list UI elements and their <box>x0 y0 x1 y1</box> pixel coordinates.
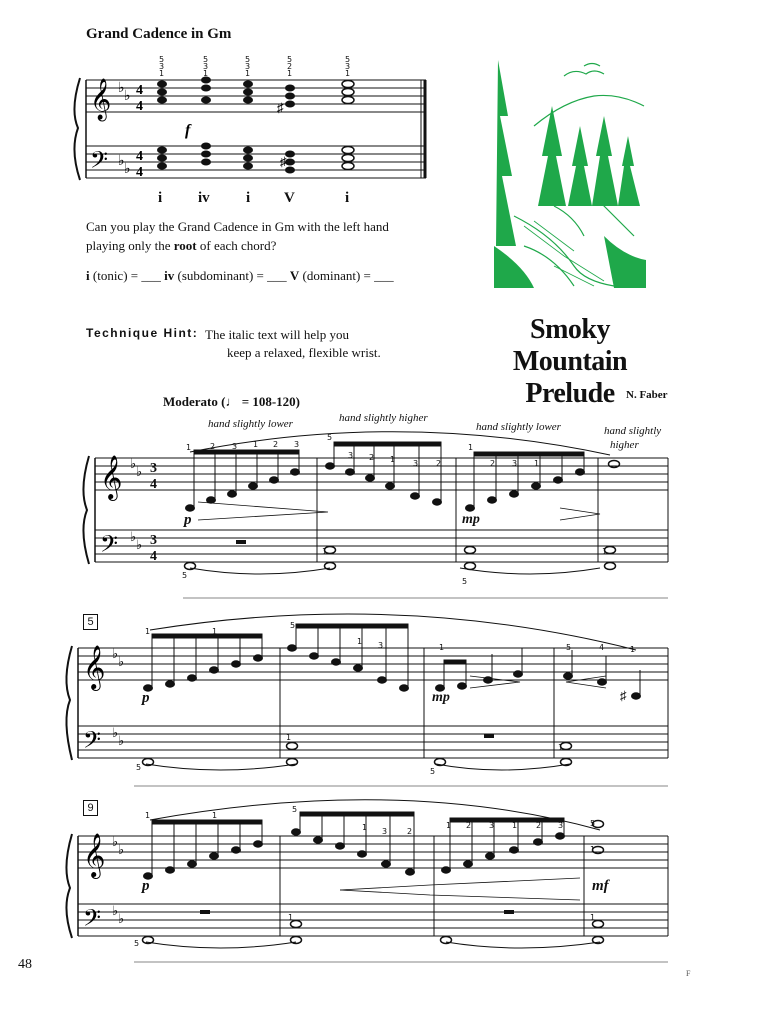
svg-text:1: 1 <box>345 69 351 78</box>
svg-text:3: 3 <box>232 442 238 451</box>
dynamic-piano: p <box>142 878 150 894</box>
dynamic-mezzo-piano: mp <box>432 690 450 705</box>
svg-text:♭: ♭ <box>112 903 119 918</box>
svg-text:1: 1 <box>287 69 293 78</box>
svg-text:3: 3 <box>348 451 354 460</box>
roman-numeral: i <box>158 190 163 206</box>
svg-text:1: 1 <box>203 69 209 78</box>
brace <box>66 646 72 760</box>
svg-text:1: 1 <box>357 637 363 646</box>
svg-text:3: 3 <box>345 62 351 71</box>
svg-text:1: 1 <box>558 743 564 752</box>
bass-clef-icon: 𝄢 <box>83 904 102 937</box>
svg-text:1: 1 <box>590 845 596 854</box>
dynamic-mezzo-piano: mp <box>462 512 480 527</box>
svg-text:5: 5 <box>566 643 572 652</box>
system-3-notes <box>144 812 565 879</box>
roman-numeral: V <box>284 190 295 206</box>
svg-text:1: 1 <box>512 821 518 830</box>
svg-text:5: 5 <box>136 763 142 772</box>
bass-clef-icon: 𝄢 <box>100 530 119 563</box>
treble-clef-icon: 𝄞 <box>83 645 106 689</box>
svg-text:1: 1 <box>390 455 396 464</box>
page-number: 48 <box>18 957 32 972</box>
svg-text:3: 3 <box>378 641 384 650</box>
svg-text:2: 2 <box>536 821 542 830</box>
svg-text:1: 1 <box>159 69 165 78</box>
roman-numeral: i <box>246 190 251 206</box>
svg-text:1: 1 <box>602 547 608 556</box>
bass-clef-icon: 𝄢 <box>83 726 102 759</box>
svg-text:1: 1 <box>362 823 368 832</box>
roman-numeral: i <box>345 190 350 206</box>
svg-text:5: 5 <box>290 621 296 630</box>
flat-icon: ♭ <box>124 89 131 104</box>
sharp-icon: ♯ <box>620 688 627 703</box>
question-text: Can you play the Grand Cadence in Gm with the left hand playing only the <box>86 219 389 253</box>
svg-text:1: 1 <box>288 913 294 922</box>
cadence-title: Grand Cadence in Gm <box>86 26 232 42</box>
svg-text:1: 1 <box>245 69 251 78</box>
footer-mark: F <box>686 969 691 978</box>
svg-text:1: 1 <box>145 811 151 820</box>
flat-icon: ♭ <box>118 154 125 169</box>
hand-hint: hand slightly higher <box>339 412 428 424</box>
brace <box>83 456 89 564</box>
technique-hint-label: Technique Hint: <box>86 326 199 340</box>
tonic-numeral: i <box>86 268 90 283</box>
svg-text:♭: ♭ <box>130 529 137 544</box>
svg-text:3: 3 <box>512 459 518 468</box>
prelude-fingering <box>134 433 635 948</box>
svg-text:3: 3 <box>294 440 300 449</box>
hand-hint: hand slightly <box>604 425 662 437</box>
svg-text:2: 2 <box>436 459 442 468</box>
svg-text:♭: ♭ <box>118 911 125 926</box>
dynamic-forte: f <box>185 122 191 139</box>
svg-text:3: 3 <box>150 533 157 548</box>
dynamic-mezzo-forte: mf <box>592 878 609 894</box>
svg-text:3: 3 <box>203 62 209 71</box>
bass-clef-icon: 𝄢 <box>90 146 109 179</box>
svg-text:5: 5 <box>182 571 188 580</box>
svg-text:1: 1 <box>212 627 218 636</box>
slur <box>150 614 636 650</box>
time-signature: 4 <box>136 99 143 114</box>
svg-text:1: 1 <box>145 627 151 636</box>
svg-text:♭: ♭ <box>118 842 125 857</box>
title-line: Smoky Mountain <box>512 314 628 377</box>
tonic-blank: (tonic) = ___ <box>89 268 165 283</box>
flat-icon: ♭ <box>118 81 125 96</box>
svg-text:♭: ♭ <box>112 725 119 740</box>
question-text-end: of each chord? <box>196 238 277 253</box>
svg-text:1: 1 <box>590 913 596 922</box>
svg-text:♭: ♭ <box>130 456 137 471</box>
hand-hint: hand slightly lower <box>476 421 561 433</box>
svg-text:♭: ♭ <box>118 654 125 669</box>
svg-text:2: 2 <box>466 821 472 830</box>
crescendo-hairpin <box>198 502 328 520</box>
svg-text:3: 3 <box>489 821 495 830</box>
dominant-blank: (dominant) = ___ <box>299 268 394 283</box>
composer: N. Faber <box>626 389 668 401</box>
system-2-notes <box>144 624 641 699</box>
time-signature: 4 <box>136 83 143 98</box>
svg-text:3: 3 <box>413 459 419 468</box>
decrescendo-hairpin <box>560 508 600 520</box>
hand-hint: hand slightly lower <box>208 418 293 430</box>
svg-text:1: 1 <box>446 821 452 830</box>
measure-number: 9 <box>83 800 98 816</box>
svg-text:5: 5 <box>430 767 436 776</box>
svg-text:4: 4 <box>150 477 157 492</box>
svg-text:♭: ♭ <box>118 733 125 748</box>
svg-text:♭: ♭ <box>112 646 119 661</box>
svg-text:5: 5 <box>327 433 333 442</box>
treble-clef-icon: 𝄞 <box>90 79 112 120</box>
treble-clef-icon: 𝄞 <box>100 455 123 499</box>
flat-icon: ♭ <box>124 162 131 177</box>
svg-text:1: 1 <box>212 811 218 820</box>
svg-text:5: 5 <box>590 819 596 828</box>
svg-text:1: 1 <box>253 440 259 449</box>
svg-text:5: 5 <box>292 805 298 814</box>
svg-text:5: 5 <box>134 939 140 948</box>
key-signatures <box>112 456 142 926</box>
svg-text:2: 2 <box>369 453 375 462</box>
sharp-icon: ♯ <box>277 100 284 115</box>
svg-text:2: 2 <box>273 440 279 449</box>
title-line: Prelude <box>525 378 615 409</box>
svg-text:5: 5 <box>462 577 468 586</box>
measure-number: 5 <box>83 614 98 630</box>
svg-text:1: 1 <box>439 643 445 652</box>
svg-text:2: 2 <box>210 442 216 451</box>
svg-text:1: 1 <box>286 733 292 742</box>
svg-text:5: 5 <box>159 55 165 64</box>
hint-line: keep a relaxed, flexible wrist. <box>227 345 381 360</box>
svg-text:1: 1 <box>186 443 192 452</box>
time-signatures <box>150 461 157 564</box>
svg-text:2: 2 <box>490 459 496 468</box>
svg-text:4: 4 <box>599 643 605 652</box>
svg-text:1: 1 <box>630 645 636 654</box>
svg-text:1: 1 <box>468 443 474 452</box>
subdominant-numeral: iv <box>164 268 175 283</box>
hand-hint: higher <box>610 439 639 451</box>
svg-text:1: 1 <box>534 459 540 468</box>
svg-text:3: 3 <box>558 821 564 830</box>
svg-text:1: 1 <box>322 547 328 556</box>
question-bold-word: root <box>173 238 197 253</box>
svg-text:4: 4 <box>150 549 157 564</box>
roman-numeral: iv <box>198 190 210 206</box>
subdominant-blank: (subdominant) = ___ <box>174 268 290 283</box>
svg-text:♭: ♭ <box>112 834 119 849</box>
svg-text:3: 3 <box>159 62 165 71</box>
sharp-icon: ♯ <box>280 154 287 169</box>
dynamic-piano: p <box>142 690 150 706</box>
time-signature: 4 <box>136 165 143 180</box>
svg-text:3: 3 <box>382 827 388 836</box>
hint-line: The italic text will help you <box>205 327 350 342</box>
svg-text:5: 5 <box>345 55 351 64</box>
svg-text:5: 5 <box>287 55 293 64</box>
svg-text:5: 5 <box>203 55 209 64</box>
svg-text:5: 5 <box>245 55 251 64</box>
brace <box>66 834 72 938</box>
tempo-marking: Moderato (♩ = 108-120) <box>163 394 301 409</box>
svg-text:♭: ♭ <box>136 537 143 552</box>
dynamic-piano: p <box>184 512 192 528</box>
svg-text:2: 2 <box>407 827 413 836</box>
dominant-numeral: V <box>289 268 300 283</box>
system-1-notes <box>186 442 585 511</box>
time-signature: 4 <box>136 149 143 164</box>
svg-text:3: 3 <box>245 62 251 71</box>
svg-text:♭: ♭ <box>136 464 143 479</box>
svg-text:2: 2 <box>287 62 293 71</box>
treble-clef-icon: 𝄞 <box>83 833 106 877</box>
svg-text:3: 3 <box>150 461 157 476</box>
